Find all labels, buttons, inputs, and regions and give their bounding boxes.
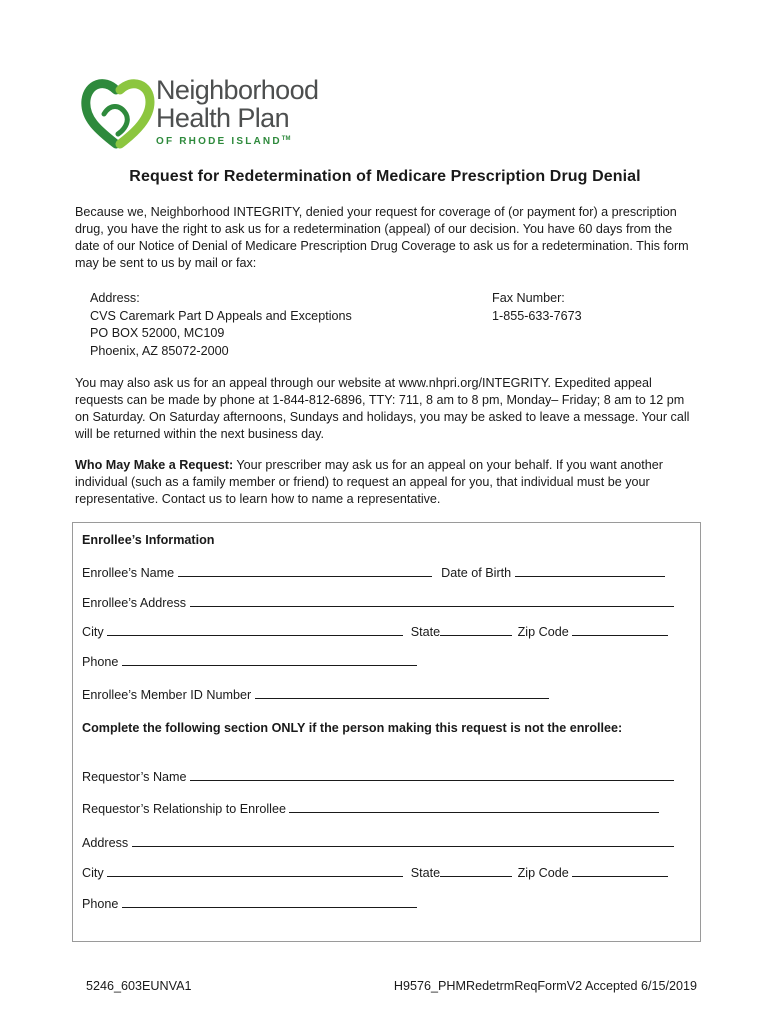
requestor-name-row (82, 769, 687, 784)
who-may-request-paragraph (75, 457, 700, 508)
requestor-city-label: City (82, 866, 104, 880)
requestor-city-field[interactable] (107, 865, 403, 877)
footer-form-code: 5246_603EUNVA1 (86, 979, 192, 993)
requestor-section-note: Complete the following section ONLY if the person making this request is not the enrollee: (82, 721, 623, 735)
phone-label: Phone (82, 655, 119, 669)
state-label: State (410, 625, 441, 639)
enrollee-form-box (72, 522, 701, 942)
address-line-2: PO BOX 52000, MC109 (90, 326, 225, 340)
who-heading: Who May Make a Request: (75, 458, 234, 472)
requestor-phone-row (82, 896, 687, 911)
intro-paragraph: Because we, Neighborhood INTEGRITY, denied your request for coverage of (or payment for) a prescription drug, you have the right to ask us for a redetermination (appeal) of our decision. You have 60 days from the date of our Notice of Denial of Medicare Prescription Drug Coverage to ask us for a redetermination. This form may be sent to us by mail or fax: (75, 205, 689, 270)
address-line-3: Phoenix, AZ 85072-2000 (90, 343, 229, 358)
relationship-row (82, 801, 687, 816)
enrollee-name-row (82, 565, 687, 580)
requestor-state-field[interactable] (440, 865, 512, 877)
fax-label: Fax Number: (492, 291, 565, 305)
appeal-info-paragraph: You may also ask us for an appeal through our website at www.nhpri.org/INTEGRITY. Expedited appeal requests can be made by phone at 1-844-812-6896, TTY: 711, 8 am to 8 pm, Monday– Friday; 8 am to 12 pm on Saturday. On Saturday afternoons, Sundays and holidays, you may be asked to leave a message. Your call will be returned within the next business day. (75, 376, 690, 441)
requestor-name-label: Requestor’s Name (82, 770, 187, 784)
logo-line-2: Health Plan (156, 103, 289, 133)
requestor-address-field[interactable] (132, 835, 674, 847)
enrollee-address-row (82, 595, 687, 610)
mailing-address (90, 290, 352, 360)
logo-line-3: OF RHODE ISLAND™ (156, 136, 291, 147)
zip-field[interactable] (572, 624, 668, 636)
phone-row (82, 654, 687, 669)
requestor-city-row (82, 865, 687, 880)
trademark-mark: TM (281, 136, 291, 142)
enrollee-address-field[interactable] (190, 595, 674, 607)
requestor-address-label: Address (82, 836, 129, 850)
requestor-name-field[interactable] (190, 769, 674, 781)
zip-label: Zip Code (517, 625, 569, 639)
requestor-zip-field[interactable] (572, 865, 668, 877)
logo-line-1: Neighborhood (156, 75, 319, 105)
relationship-label: Requestor’s Relationship to Enrollee (82, 802, 286, 816)
fax-number: 1-855-633-7673 (492, 308, 582, 323)
who-text: Your prescriber may ask us for an appeal on your behalf. If you want another individual (such as a family member or friend) to request an appeal for you, that individual must be your representative. Contact us to learn how to name a representative. (75, 458, 663, 506)
requestor-zip-label: Zip Code (517, 866, 569, 880)
dob-field[interactable] (515, 565, 665, 577)
member-id-label: Enrollee’s Member ID Number (82, 688, 252, 702)
enrollee-name-label: Enrollee’s Name (82, 566, 175, 580)
address-label: Address: (90, 291, 140, 305)
section-title: Enrollee’s Information (82, 533, 215, 547)
state-field[interactable] (440, 624, 512, 636)
nhp-logo (80, 74, 325, 152)
heart-logo-icon (80, 74, 158, 152)
form-title: Request for Redetermination of Medicare Prescription Drug Denial (129, 168, 641, 185)
requestor-state-label: State (410, 866, 441, 880)
requestor-address-row (82, 835, 687, 850)
requestor-phone-field[interactable] (122, 896, 417, 908)
fax-info (492, 290, 582, 325)
requestor-phone-label: Phone (82, 897, 119, 911)
dob-label: Date of Birth (441, 566, 512, 580)
relationship-field[interactable] (289, 801, 659, 813)
member-id-field[interactable] (255, 687, 549, 699)
city-row (82, 624, 687, 639)
enrollee-name-field[interactable] (178, 565, 432, 577)
address-line-1: CVS Caremark Part D Appeals and Exceptions (90, 308, 352, 323)
member-id-row (82, 687, 687, 702)
enrollee-address-label: Enrollee’s Address (82, 596, 187, 610)
phone-field[interactable] (122, 654, 417, 666)
city-field[interactable] (107, 624, 403, 636)
footer-approval-code: H9576_PHMRedetrmReqFormV2 Accepted 6/15/2019 (393, 979, 697, 993)
city-label: City (82, 625, 104, 639)
